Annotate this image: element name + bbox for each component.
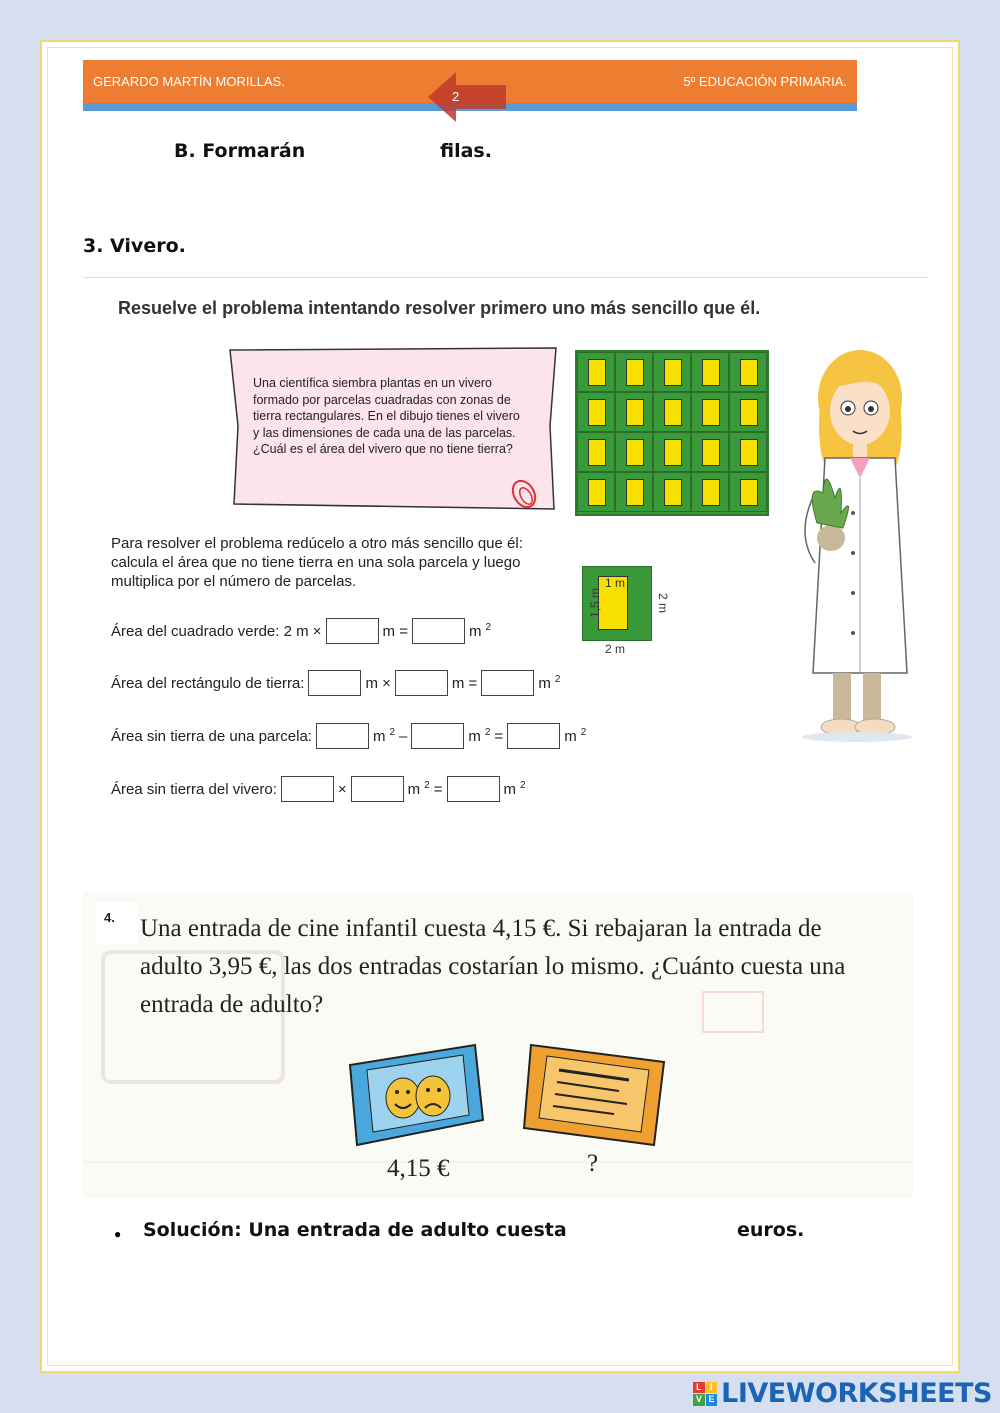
row-label: Área sin tierra del vivero: bbox=[111, 780, 277, 798]
plot-cell bbox=[691, 392, 729, 432]
bullet-icon: ● bbox=[114, 1227, 122, 1241]
answer-input[interactable] bbox=[395, 670, 448, 696]
exercise4-question: Una entrada de cine infantil cuesta 4,15 €. Si rebajaran la entrada de adulto 3,95 €, las dos entradas costarían lo mismo. ¿Cuánto cuesta una entrada de adulto? bbox=[140, 915, 846, 1018]
child-ticket-icon bbox=[345, 1040, 485, 1150]
plot-cell bbox=[577, 472, 615, 512]
soil-height-label: 1,5 m bbox=[588, 587, 603, 619]
plot-cell bbox=[691, 352, 729, 392]
answer-input[interactable] bbox=[351, 776, 404, 802]
answer-input[interactable] bbox=[411, 723, 464, 749]
adult-ticket-icon bbox=[519, 1040, 669, 1150]
soil-width-label: 1 m bbox=[605, 576, 626, 590]
page-number: 2 bbox=[452, 89, 460, 104]
plot-cell bbox=[653, 352, 691, 392]
plot-cell bbox=[729, 392, 767, 432]
part-b-suffix: filas. bbox=[440, 140, 492, 162]
exercise4-panel bbox=[83, 892, 913, 1198]
plot-cell bbox=[691, 472, 729, 512]
plot-cell bbox=[577, 352, 615, 392]
plot-cell bbox=[615, 352, 653, 392]
exercise3-title: 3. Vivero. bbox=[83, 235, 186, 257]
solution-answer-input[interactable] bbox=[583, 1216, 729, 1246]
plot-cell bbox=[577, 392, 615, 432]
plot-cell bbox=[729, 352, 767, 392]
plot-cell bbox=[729, 472, 767, 512]
part-b-prefix: B. Formarán bbox=[174, 140, 306, 162]
exercise4-number: 4. bbox=[96, 902, 138, 944]
page-arrow-icon bbox=[428, 72, 506, 122]
row-label: Área sin tierra de una parcela: bbox=[111, 727, 312, 745]
row-label: Área del rectángulo de tierra: bbox=[111, 674, 305, 692]
child-ticket-price: 4,15 € bbox=[387, 1155, 450, 1182]
answer-input[interactable] bbox=[326, 618, 379, 644]
scientist-illustration bbox=[795, 343, 925, 743]
answer-input[interactable] bbox=[507, 723, 560, 749]
plot-cell bbox=[691, 432, 729, 472]
liveworksheets-brand bbox=[693, 1378, 992, 1409]
plot-cell bbox=[615, 432, 653, 472]
plot-cell bbox=[653, 432, 691, 472]
exercise3-panel bbox=[83, 277, 929, 830]
plot-cell bbox=[577, 432, 615, 472]
plot-cell bbox=[615, 472, 653, 512]
row-no-soil-nursery: Área sin tierra del vivero: × m $^2$ = m $^2$ bbox=[111, 776, 530, 802]
row-label: Área del cuadrado verde: 2 m × bbox=[111, 622, 322, 640]
plot-cell bbox=[653, 472, 691, 512]
exercise3-instruction-title: Resuelve el problema intentando resolver primero uno más sencillo que él. bbox=[118, 298, 761, 318]
liveworksheets-logo-icon: L I V E bbox=[693, 1382, 717, 1406]
plot-width-label: 2 m bbox=[605, 642, 626, 656]
plot-cell bbox=[653, 392, 691, 432]
header-author: GERARDO MARTÍN MORILLAS. bbox=[93, 74, 285, 89]
solution-prefix: Solución: Una entrada de adulto cuesta bbox=[143, 1219, 567, 1241]
answer-input[interactable] bbox=[316, 723, 369, 749]
nursery-grid bbox=[575, 350, 769, 516]
solution-suffix: euros. bbox=[737, 1219, 805, 1241]
row-green-square: Área del cuadrado verde: 2 m × m = m $^2$ bbox=[111, 618, 495, 644]
plot-cell bbox=[729, 432, 767, 472]
solving-instructions: Para resolver el problema redúcelo a otro más sencillo que él: calcula el área que no tiene tierra en una sola parcela y luego multiplica por el número de parcelas. bbox=[111, 535, 523, 590]
header-grade: 5º EDUCACIÓN PRIMARIA. bbox=[683, 74, 847, 89]
plot-cell bbox=[615, 392, 653, 432]
problem-statement: Una científica siembra plantas en un vivero formado por parcelas cuadradas con zonas de tierra rectangulares. En el dibujo tienes el vivero y las dimensiones de cada una de las parcelas.¿Cuál es el área del vivero que no tiene tierra? bbox=[253, 376, 520, 456]
answer-input[interactable] bbox=[308, 670, 361, 696]
plot-height-label: 2 m bbox=[656, 592, 671, 614]
answer-input[interactable] bbox=[281, 776, 334, 802]
row-no-soil-plot: Área sin tierra de una parcela: m $^2$ – m $^2$ = m $^2$ bbox=[111, 723, 590, 749]
adult-ticket-price: ? bbox=[587, 1150, 599, 1177]
brand-name: LIVEWORKSHEETS bbox=[721, 1378, 992, 1409]
answer-input[interactable] bbox=[481, 670, 534, 696]
answer-input[interactable] bbox=[447, 776, 500, 802]
answer-input[interactable] bbox=[412, 618, 465, 644]
row-soil-rectangle: Área del rectángulo de tierra: m × m = m $^2$ bbox=[111, 670, 564, 696]
